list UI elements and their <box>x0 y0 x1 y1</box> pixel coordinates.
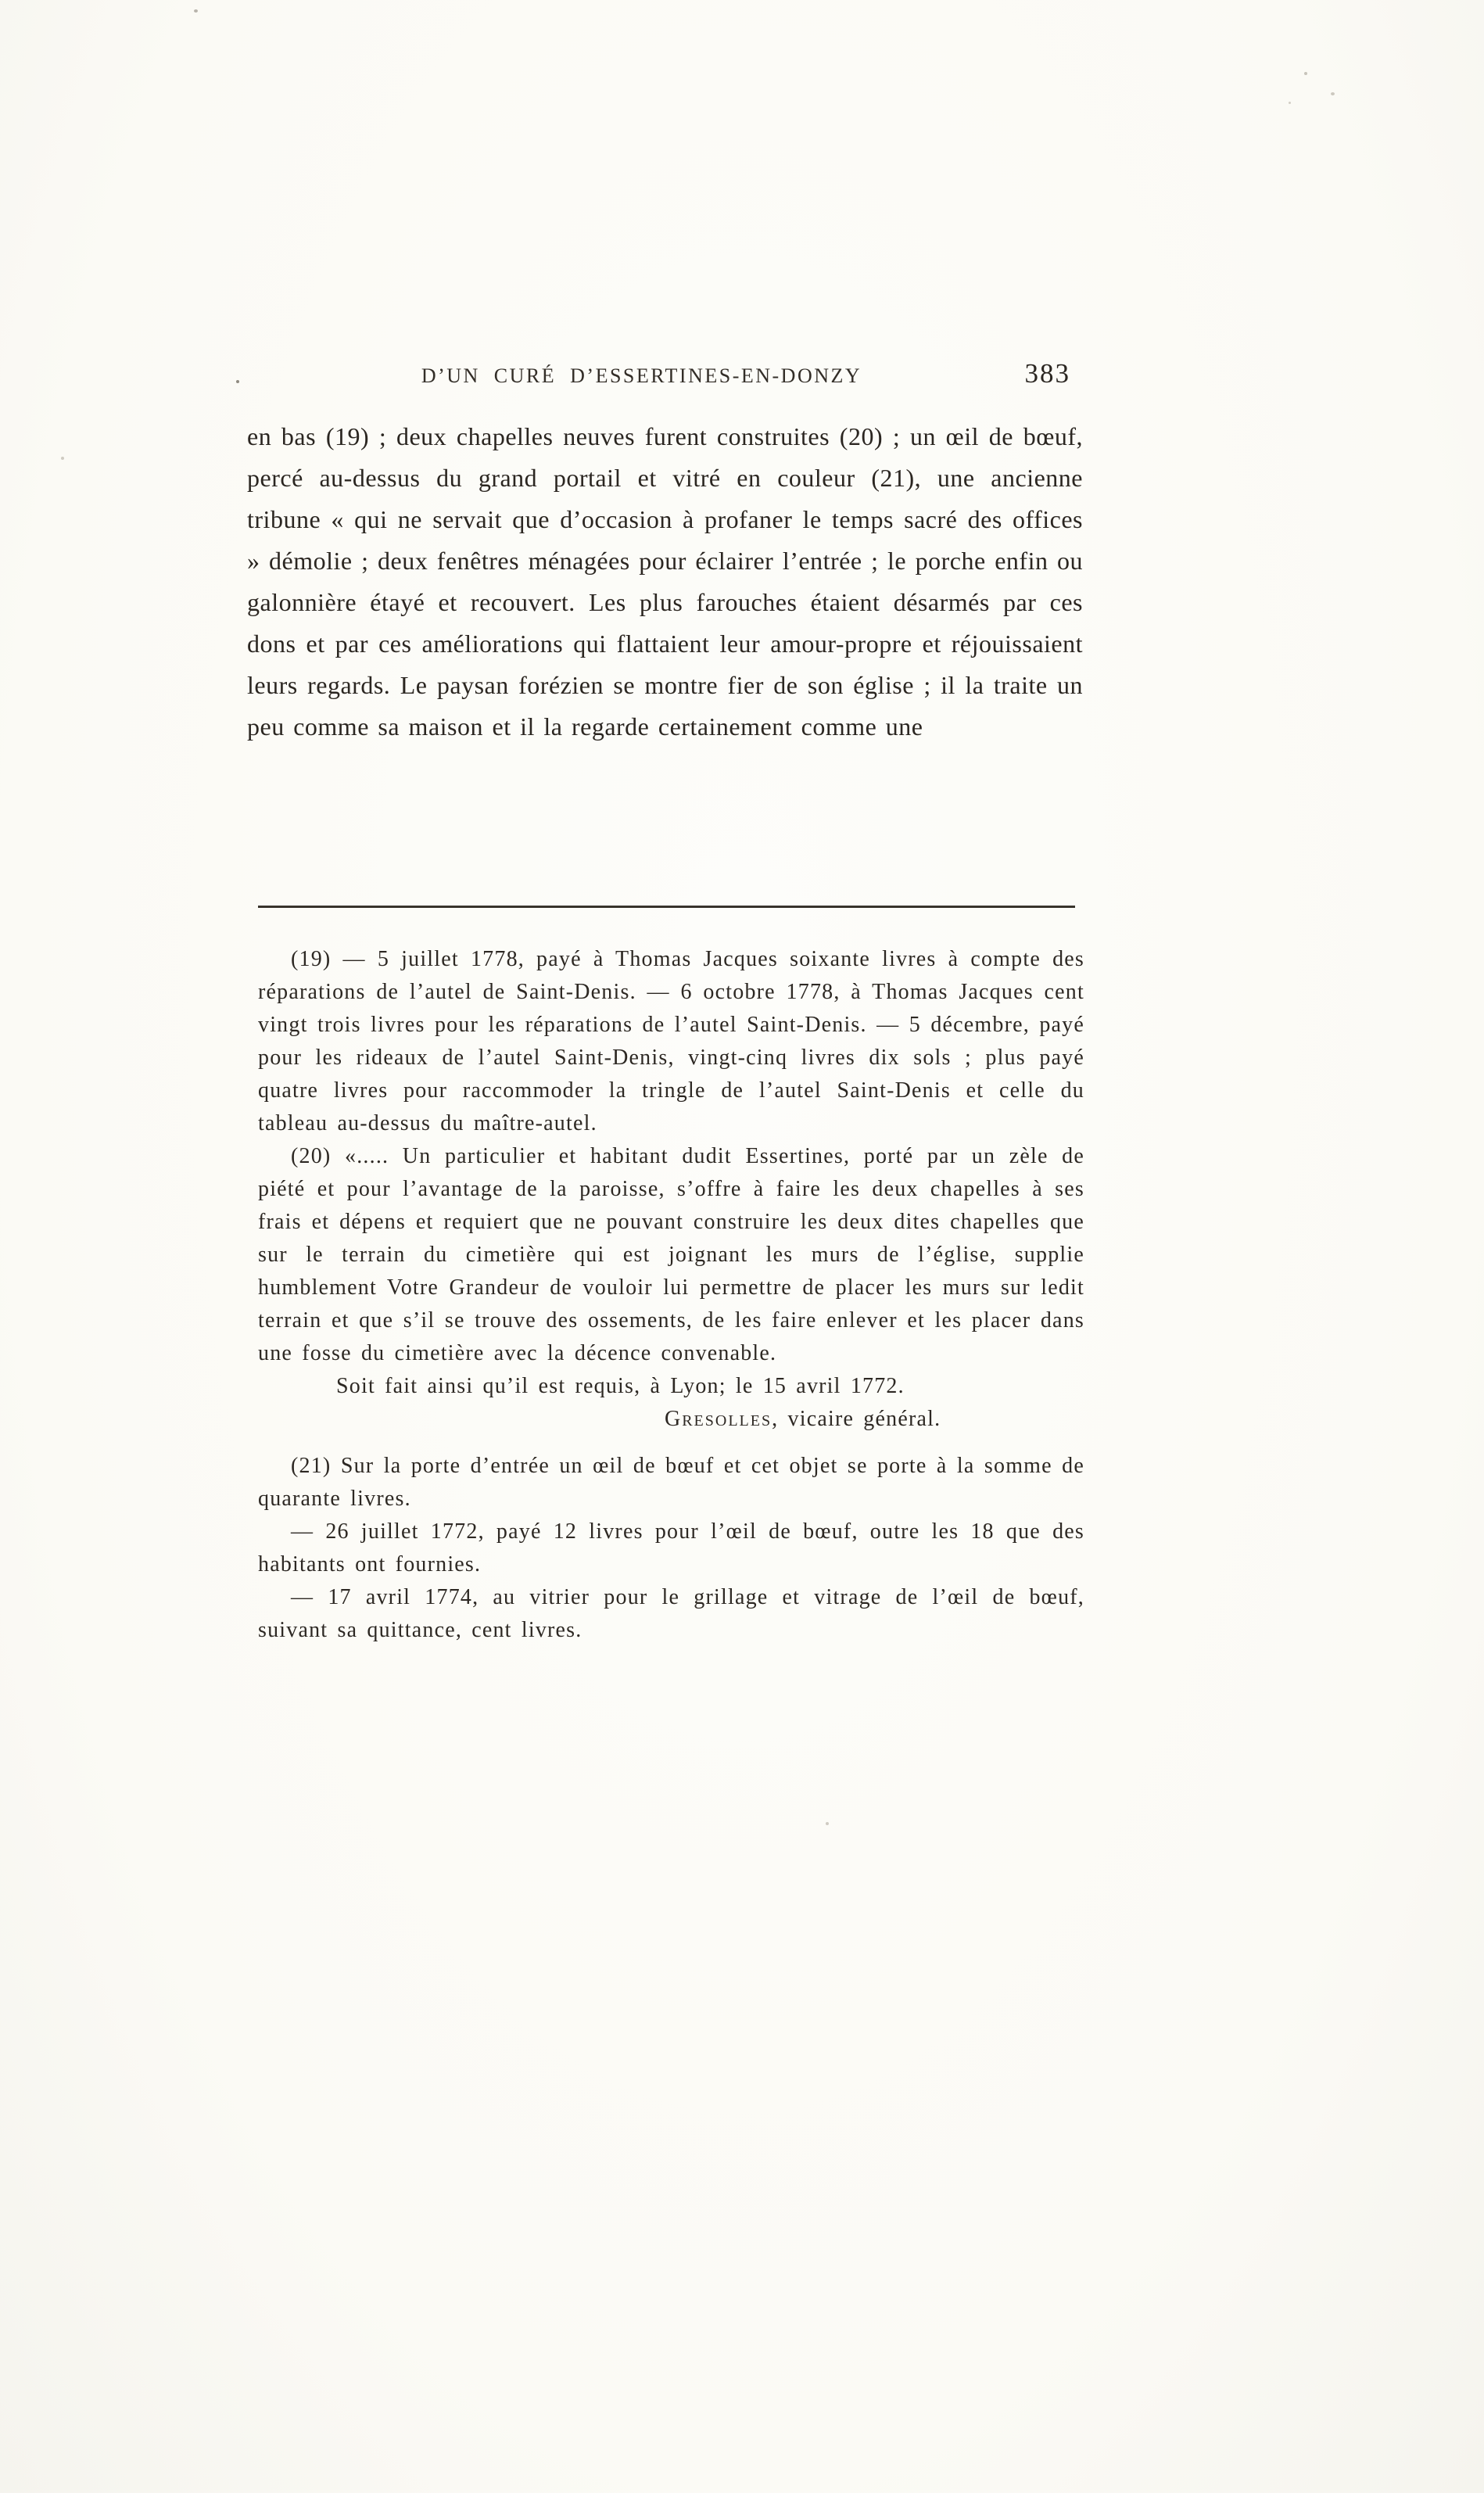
footnote-20-decree-line: Soit fait ainsi qu’il est requis, à Lyon; le 15 avril 1772. <box>336 1374 905 1398</box>
scan-artifact <box>1289 102 1291 104</box>
footnote-21: (21) Sur la porte d’entrée un œil de bœuf et cet objet se porte à la somme de quarante livres. <box>258 1454 1084 1511</box>
body-paragraph: en bas (19) ; deux chapelles neuves furent construites (20) ; un œil de bœuf, percé au-dessus du grand portail et vitré en couleur (21), une ancienne tribune « qui ne servait que d’occasion à profaner le temps sacré des offices » démolie ; deux fenêtres ménagées pour éclairer l’entrée ; le porche enfin ou galonnière étayé et recouvert. Les plus farouches étaient désarmés par ces dons et par ces améliorations qui flattaient leur amour-propre et réjouissaient leurs regards. Le paysan forézien se montre fier de son église ; il la traite un peu comme sa maison et il la regarde certainement comme une <box>247 422 1083 741</box>
footnotes-section <box>258 943 1084 1647</box>
footnote-20: (20) «..... Un particulier et habitant dudit Essertines, porté par un zèle de piété et pour l’avantage de la paroisse, s’offre à faire les deux chapelles à ses frais et dépens et requiert que ne pouvant construire les deux dites chapelles que sur le terrain du cimetière qui est joignant les murs de l’église, supplie humblement Votre Grandeur de vouloir lui permettre de placer les murs sur ledit terrain et que s’il se trouve des ossements, de les faire enlever et les placer dans une fosse du cimetière avec la décence convenable. <box>258 1144 1084 1365</box>
footnote-20-signature <box>258 1403 1084 1436</box>
running-header <box>247 358 1083 396</box>
main-text-block <box>247 416 1083 748</box>
scan-artifact <box>236 380 239 383</box>
scan-artifact <box>1331 92 1335 95</box>
signature-name: Gresolles <box>665 1407 772 1431</box>
scan-artifact <box>826 1822 829 1825</box>
footnote-separator-rule <box>258 906 1075 908</box>
signature-title: , vicaire général. <box>772 1407 941 1431</box>
scan-artifact <box>61 457 64 460</box>
scan-artifact <box>1304 72 1307 75</box>
footnote-21-item-1: — 26 juillet 1772, payé 12 livres pour l’œil de bœuf, outre les 18 que des habitants ont fournies. <box>258 1519 1084 1577</box>
scan-artifact <box>194 9 198 13</box>
page-number: 383 <box>1024 358 1070 389</box>
footnote-19: (19) — 5 juillet 1778, payé à Thomas Jacques soixante livres à compte des réparations de l’autel de Saint-Denis. — 6 octobre 1778, à Thomas Jacques cent vingt trois livres pour les réparations de l’autel Saint-Denis. — 5 décembre, payé pour les rideaux de l’autel Saint-Denis, vingt-cinq livres dix sols ; plus payé quatre livres pour raccommoder la tringle de l’autel Saint-Denis et celle du tableau au-dessus du maître-autel. <box>258 947 1084 1135</box>
running-header-title: D’UN CURÉ D’ESSERTINES-EN-DONZY <box>421 364 862 387</box>
footnote-21-item-2: — 17 avril 1774, au vitrier pour le grillage et vitrage de l’œil de bœuf, suivant sa quittance, cent livres. <box>258 1585 1084 1642</box>
